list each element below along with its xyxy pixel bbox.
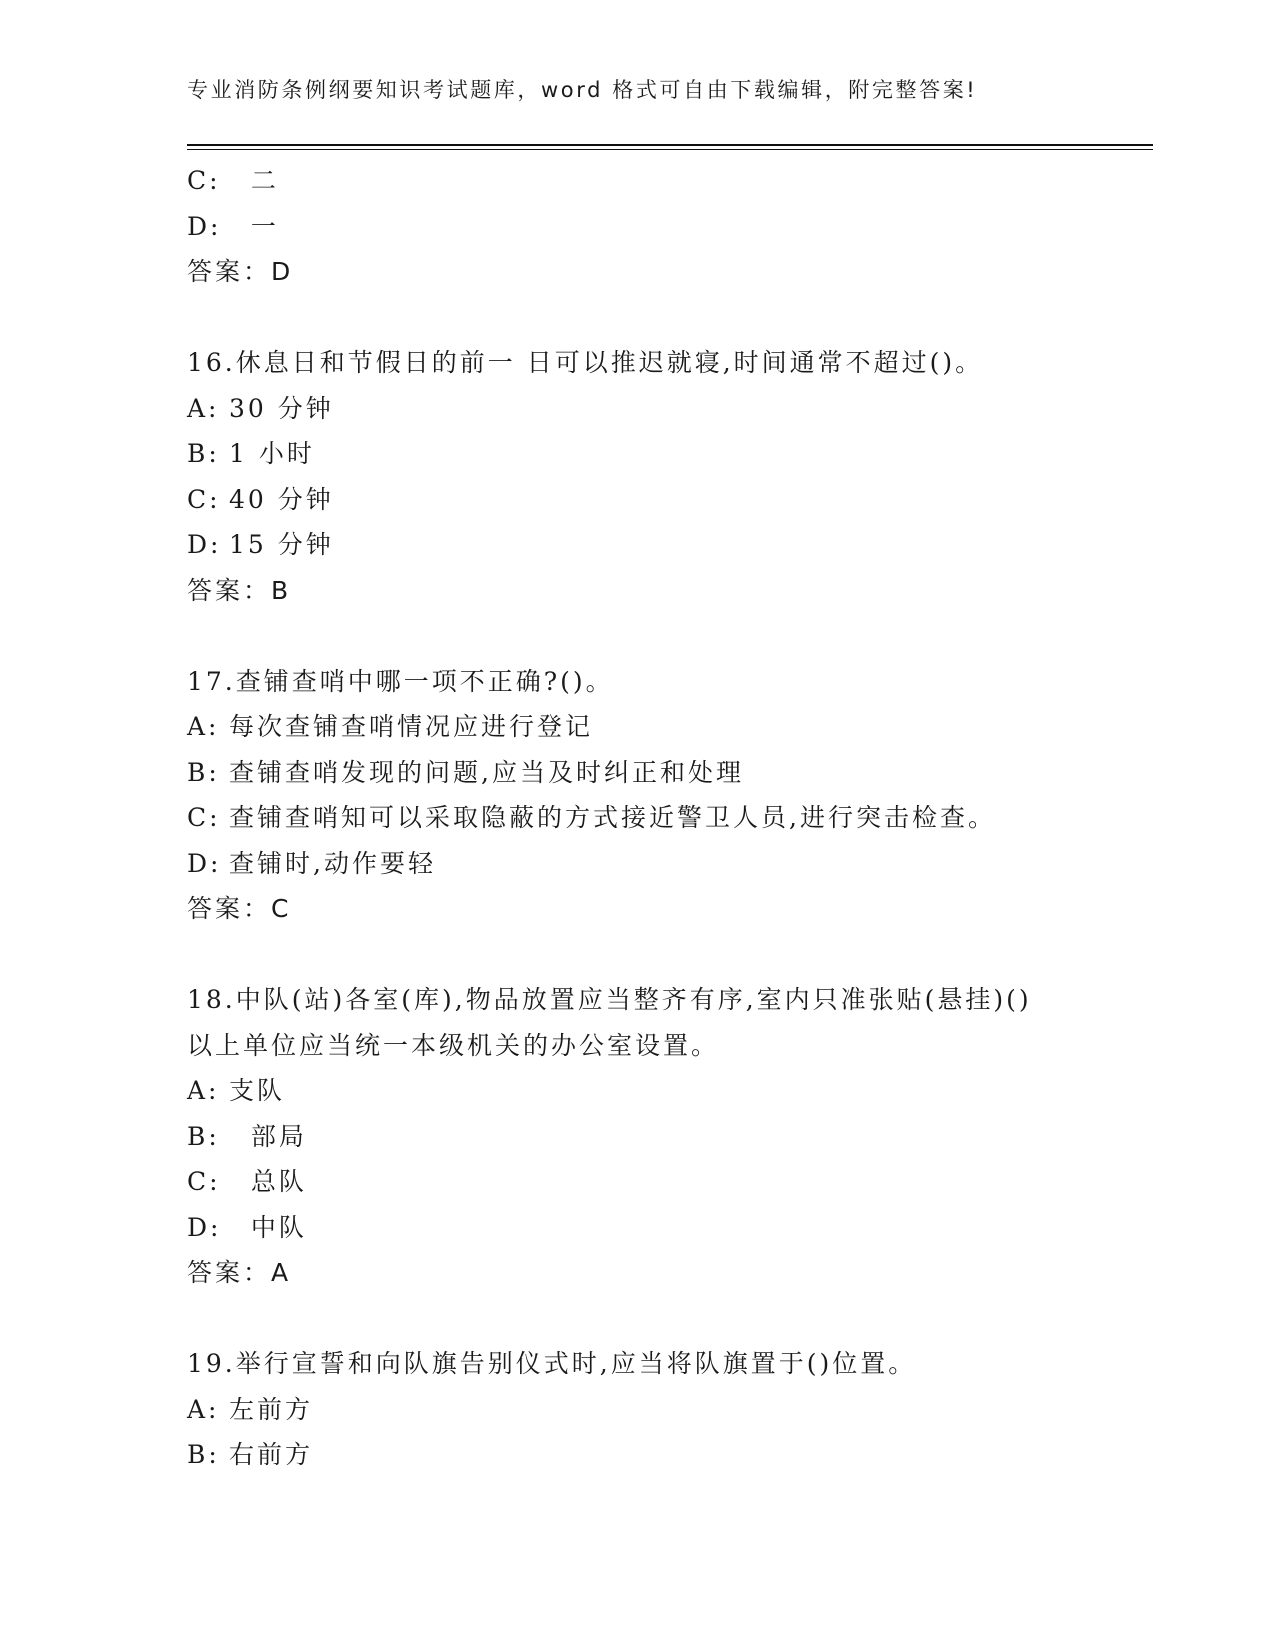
- option-text: 1 小时: [229, 439, 315, 468]
- option-text: 查铺查哨知可以采取隐蔽的方式接近警卫人员,进行突击检查。: [229, 803, 996, 832]
- option-text: 部局: [229, 1121, 307, 1151]
- option-text: 15 分钟: [229, 530, 334, 559]
- answer-line: 答案：A: [187, 1258, 292, 1287]
- option-letter: A:: [187, 393, 220, 423]
- option-letter: B:: [187, 1121, 220, 1151]
- option-text: 查铺时,动作要轻: [229, 848, 436, 878]
- question-block: [187, 977, 1153, 1296]
- option-line: [187, 1432, 1153, 1478]
- option-line: [187, 1205, 1153, 1251]
- option-line: [187, 522, 1153, 568]
- question-block: [187, 340, 1153, 613]
- option-letter: D:: [187, 211, 222, 241]
- answer-line: 答案：C: [187, 894, 292, 923]
- option-text: 总队: [229, 1167, 307, 1196]
- option-letter: B:: [187, 1440, 220, 1469]
- option-line: [187, 795, 1153, 841]
- question-list: [187, 158, 1153, 1478]
- option-line: [187, 1159, 1153, 1205]
- option-letter: D:: [187, 1212, 222, 1242]
- question-block: [187, 1341, 1153, 1478]
- option-letter: C:: [187, 1167, 221, 1196]
- header-divider: [187, 144, 1153, 150]
- option-letter: C:: [187, 803, 221, 832]
- option-line: [187, 1387, 1153, 1433]
- page-header: 专业消防条例纲要知识考试题库，word 格式可自由下载编辑，附完整答案!: [187, 78, 978, 102]
- option-line: [187, 386, 1153, 432]
- option-text: 支队: [229, 1076, 286, 1105]
- question-text: 16.休息日和节假日的前一 日可以推迟就寝,时间通常不超过()。: [187, 348, 984, 377]
- option-text: 二: [229, 166, 279, 195]
- option-text: 30 分钟: [229, 393, 334, 423]
- option-letter: C:: [187, 484, 221, 514]
- option-text: 中队: [229, 1212, 307, 1242]
- answer-line: 答案：D: [187, 257, 294, 286]
- option-text: 右前方: [229, 1440, 314, 1469]
- option-line: [187, 477, 1153, 523]
- option-line: [187, 158, 1153, 204]
- option-line: [187, 704, 1153, 750]
- option-line: [187, 841, 1153, 887]
- option-letter: A:: [187, 712, 220, 741]
- option-letter: B:: [187, 757, 220, 787]
- question-text-continued: 以上单位应当统一本级机关的办公室设置。: [187, 1030, 720, 1060]
- option-line: [187, 1114, 1153, 1160]
- option-line: [187, 431, 1153, 477]
- option-letter: D:: [187, 530, 222, 559]
- question-text: 18.中队(站)各室(库),物品放置应当整齐有序,室内只准张贴(悬挂)(): [187, 985, 1032, 1014]
- option-text: 每次查铺查哨情况应进行登记: [229, 712, 594, 741]
- option-letter: A:: [187, 1076, 220, 1105]
- question-block: [187, 158, 1153, 295]
- question-text: 17.查铺查哨中哪一项不正确?()。: [187, 666, 614, 696]
- option-text: 一: [229, 211, 279, 241]
- option-letter: C:: [187, 166, 221, 195]
- option-letter: D:: [187, 848, 222, 878]
- option-text: 40 分钟: [229, 484, 334, 514]
- option-text: 查铺查哨发现的问题,应当及时纠正和处理: [229, 757, 744, 787]
- option-letter: B:: [187, 439, 220, 468]
- option-letter: A:: [187, 1394, 220, 1424]
- question-block: [187, 659, 1153, 932]
- option-text: 左前方: [229, 1394, 314, 1424]
- question-text: 19.举行宣誓和向队旗告别仪式时,应当将队旗置于()位置。: [187, 1349, 917, 1378]
- answer-line: 答案：B: [187, 575, 292, 605]
- option-line: [187, 750, 1153, 796]
- option-line: [187, 1068, 1153, 1114]
- option-line: [187, 204, 1153, 250]
